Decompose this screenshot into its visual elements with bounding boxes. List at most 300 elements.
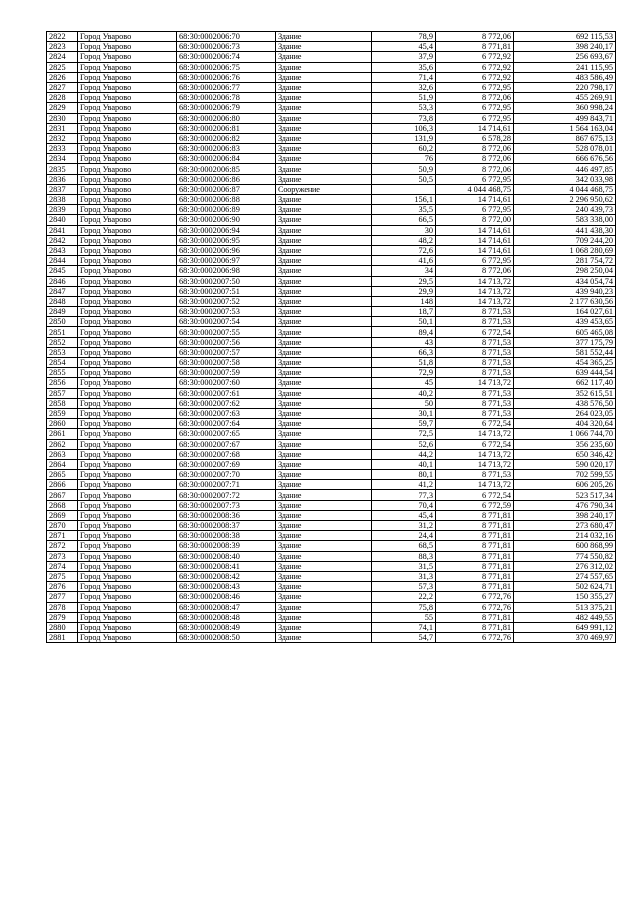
row-number-cell: 2869 <box>47 510 78 520</box>
table-row <box>47 62 616 72</box>
municipality-cell: Город Уварово <box>78 113 177 123</box>
row-number-cell: 2851 <box>47 327 78 337</box>
area-cell: 44,2 <box>372 449 436 459</box>
cadastral-number-cell: 68:30:0002007:65 <box>177 429 276 439</box>
specific-value-cell: 6 772,54 <box>436 327 514 337</box>
cadastral-value-cell: 774 550,82 <box>514 551 616 561</box>
table-row <box>47 561 616 571</box>
cadastral-value-cell: 606 205,26 <box>514 480 616 490</box>
municipality-cell: Город Уварово <box>78 164 177 174</box>
object-type-cell: Здание <box>276 500 372 510</box>
table-body <box>47 32 616 643</box>
area-cell: 54,7 <box>372 633 436 643</box>
table-row <box>47 52 616 62</box>
row-number-cell: 2859 <box>47 408 78 418</box>
row-number-cell: 2857 <box>47 388 78 398</box>
municipality-cell: Город Уварово <box>78 439 177 449</box>
cadastral-number-cell: 68:30:0002006:81 <box>177 123 276 133</box>
cadastral-value-cell: 298 250,04 <box>514 266 616 276</box>
municipality-cell: Город Уварово <box>78 245 177 255</box>
cadastral-number-cell: 68:30:0002006:70 <box>177 32 276 42</box>
cadastral-number-cell: 68:30:0002007:61 <box>177 388 276 398</box>
area-cell: 32,6 <box>372 82 436 92</box>
specific-value-cell: 6 772,54 <box>436 419 514 429</box>
municipality-cell: Город Уварово <box>78 327 177 337</box>
specific-value-cell: 8 771,81 <box>436 612 514 622</box>
municipality-cell: Город Уварово <box>78 480 177 490</box>
row-number-cell: 2849 <box>47 307 78 317</box>
object-type-cell: Здание <box>276 225 372 235</box>
table-row <box>47 378 616 388</box>
row-number-cell: 2827 <box>47 82 78 92</box>
row-number-cell: 2833 <box>47 144 78 154</box>
specific-value-cell: 14 714,61 <box>436 123 514 133</box>
row-number-cell: 2870 <box>47 521 78 531</box>
object-type-cell: Здание <box>276 32 372 42</box>
row-number-cell: 2828 <box>47 93 78 103</box>
specific-value-cell: 14 713,72 <box>436 429 514 439</box>
specific-value-cell: 6 772,92 <box>436 72 514 82</box>
object-type-cell: Здание <box>276 602 372 612</box>
cadastral-number-cell: 68:30:0002007:69 <box>177 459 276 469</box>
specific-value-cell: 8 771,53 <box>436 470 514 480</box>
area-cell: 31,2 <box>372 521 436 531</box>
cadastral-value-cell: 502 624,71 <box>514 582 616 592</box>
object-type-cell: Здание <box>276 521 372 531</box>
object-type-cell: Здание <box>276 205 372 215</box>
object-type-cell: Здание <box>276 154 372 164</box>
row-number-cell: 2874 <box>47 561 78 571</box>
municipality-cell: Город Уварово <box>78 419 177 429</box>
row-number-cell: 2875 <box>47 571 78 581</box>
table-row <box>47 602 616 612</box>
cadastral-value-cell: 352 615,51 <box>514 388 616 398</box>
cadastral-number-cell: 68:30:0002007:72 <box>177 490 276 500</box>
municipality-cell: Город Уварово <box>78 521 177 531</box>
municipality-cell: Город Уварово <box>78 235 177 245</box>
area-cell: 77,3 <box>372 490 436 500</box>
row-number-cell: 2866 <box>47 480 78 490</box>
object-type-cell: Здание <box>276 215 372 225</box>
cadastral-value-cell: 150 355,27 <box>514 592 616 602</box>
area-cell: 74,1 <box>372 622 436 632</box>
cadastral-number-cell: 68:30:0002007:57 <box>177 347 276 357</box>
row-number-cell: 2855 <box>47 368 78 378</box>
specific-value-cell: 8 771,81 <box>436 551 514 561</box>
table-row <box>47 571 616 581</box>
specific-value-cell: 6 772,95 <box>436 82 514 92</box>
cadastral-number-cell: 68:30:0002006:83 <box>177 144 276 154</box>
municipality-cell: Город Уварово <box>78 622 177 632</box>
table-row <box>47 510 616 520</box>
specific-value-cell: 14 713,72 <box>436 449 514 459</box>
object-type-cell: Здание <box>276 510 372 520</box>
cadastral-number-cell: 68:30:0002007:59 <box>177 368 276 378</box>
area-cell: 40,2 <box>372 388 436 398</box>
cadastral-value-cell: 692 115,53 <box>514 32 616 42</box>
object-type-cell: Здание <box>276 592 372 602</box>
cadastral-number-cell: 68:30:0002008:47 <box>177 602 276 612</box>
row-number-cell: 2822 <box>47 32 78 42</box>
cadastral-number-cell: 68:30:0002006:77 <box>177 82 276 92</box>
cadastral-number-cell: 68:30:0002006:76 <box>177 72 276 82</box>
specific-value-cell: 6 772,76 <box>436 592 514 602</box>
area-cell: 30,1 <box>372 408 436 418</box>
municipality-cell: Город Уварово <box>78 52 177 62</box>
row-number-cell: 2880 <box>47 622 78 632</box>
municipality-cell: Город Уварово <box>78 582 177 592</box>
municipality-cell: Город Уварово <box>78 408 177 418</box>
object-type-cell: Здание <box>276 561 372 571</box>
specific-value-cell: 8 771,81 <box>436 622 514 632</box>
row-number-cell: 2844 <box>47 256 78 266</box>
cadastral-value-cell: 434 054,74 <box>514 276 616 286</box>
table-row <box>47 174 616 184</box>
table-row <box>47 337 616 347</box>
specific-value-cell: 14 714,61 <box>436 225 514 235</box>
cadastral-number-cell: 68:30:0002007:68 <box>177 449 276 459</box>
table-row <box>47 429 616 439</box>
municipality-cell: Город Уварово <box>78 276 177 286</box>
cadastral-value-cell: 1 066 744,70 <box>514 429 616 439</box>
object-type-cell: Сооружение <box>276 184 372 194</box>
specific-value-cell: 8 771,53 <box>436 337 514 347</box>
cadastral-value-cell: 455 269,91 <box>514 93 616 103</box>
area-cell: 22,2 <box>372 592 436 602</box>
municipality-cell: Город Уварово <box>78 256 177 266</box>
area-cell: 45 <box>372 378 436 388</box>
table-row <box>47 551 616 561</box>
specific-value-cell: 14 714,61 <box>436 195 514 205</box>
table-row <box>47 32 616 42</box>
cadastral-value-cell: 476 790,34 <box>514 500 616 510</box>
cadastral-number-cell: 68:30:0002007:53 <box>177 307 276 317</box>
cadastral-number-cell: 68:30:0002008:43 <box>177 582 276 592</box>
cadastral-number-cell: 68:30:0002007:51 <box>177 286 276 296</box>
municipality-cell: Город Уварово <box>78 42 177 52</box>
cadastral-value-cell: 639 444,54 <box>514 368 616 378</box>
cadastral-value-cell: 276 312,02 <box>514 561 616 571</box>
municipality-cell: Город Уварово <box>78 612 177 622</box>
municipality-cell: Город Уварово <box>78 317 177 327</box>
municipality-cell: Город Уварово <box>78 266 177 276</box>
cadastral-number-cell: 68:30:0002006:78 <box>177 93 276 103</box>
cadastral-value-cell: 214 032,16 <box>514 531 616 541</box>
row-number-cell: 2829 <box>47 103 78 113</box>
object-type-cell: Здание <box>276 174 372 184</box>
area-cell: 41,2 <box>372 480 436 490</box>
cadastral-value-cell: 666 676,56 <box>514 154 616 164</box>
row-number-cell: 2832 <box>47 133 78 143</box>
area-cell: 72,9 <box>372 368 436 378</box>
cadastral-value-cell: 220 798,17 <box>514 82 616 92</box>
object-type-cell: Здание <box>276 358 372 368</box>
row-number-cell: 2852 <box>47 337 78 347</box>
table-row <box>47 368 616 378</box>
area-cell: 45,4 <box>372 42 436 52</box>
cadastral-number-cell: 68:30:0002007:73 <box>177 500 276 510</box>
row-number-cell: 2825 <box>47 62 78 72</box>
specific-value-cell: 6 772,95 <box>436 256 514 266</box>
row-number-cell: 2862 <box>47 439 78 449</box>
area-cell: 51,9 <box>372 93 436 103</box>
area-cell: 43 <box>372 337 436 347</box>
area-cell: 51,8 <box>372 358 436 368</box>
row-number-cell: 2848 <box>47 296 78 306</box>
area-cell: 66,5 <box>372 215 436 225</box>
row-number-cell: 2879 <box>47 612 78 622</box>
table-row <box>47 622 616 632</box>
municipality-cell: Город Уварово <box>78 470 177 480</box>
area-cell: 31,5 <box>372 561 436 571</box>
cadastral-number-cell: 68:30:0002006:98 <box>177 266 276 276</box>
area-cell: 50,9 <box>372 164 436 174</box>
area-cell: 52,6 <box>372 439 436 449</box>
cadastral-value-cell: 342 033,98 <box>514 174 616 184</box>
row-number-cell: 2845 <box>47 266 78 276</box>
municipality-cell: Город Уварово <box>78 93 177 103</box>
area-cell: 75,8 <box>372 602 436 612</box>
municipality-cell: Город Уварово <box>78 378 177 388</box>
table-row <box>47 327 616 337</box>
object-type-cell: Здание <box>276 378 372 388</box>
area-cell: 41,6 <box>372 256 436 266</box>
cadastral-number-cell: 68:30:0002007:60 <box>177 378 276 388</box>
table-row <box>47 256 616 266</box>
table-row <box>47 276 616 286</box>
area-cell: 45,4 <box>372 510 436 520</box>
table-row <box>47 72 616 82</box>
row-number-cell: 2864 <box>47 459 78 469</box>
cadastral-value-cell: 439 453,65 <box>514 317 616 327</box>
cadastral-number-cell: 68:30:0002006:89 <box>177 205 276 215</box>
object-type-cell: Здание <box>276 133 372 143</box>
cadastral-value-cell: 499 843,71 <box>514 113 616 123</box>
municipality-cell: Город Уварово <box>78 72 177 82</box>
cadastral-number-cell: 68:30:0002006:82 <box>177 133 276 143</box>
cadastral-value-cell: 281 754,72 <box>514 256 616 266</box>
row-number-cell: 2841 <box>47 225 78 235</box>
cadastral-number-cell: 68:30:0002006:74 <box>177 52 276 62</box>
object-type-cell: Здание <box>276 439 372 449</box>
table-row <box>47 521 616 531</box>
row-number-cell: 2858 <box>47 398 78 408</box>
specific-value-cell: 8 772,06 <box>436 144 514 154</box>
specific-value-cell: 6 772,95 <box>436 174 514 184</box>
row-number-cell: 2838 <box>47 195 78 205</box>
cadastral-number-cell: 68:30:0002008:48 <box>177 612 276 622</box>
cadastral-number-cell: 68:30:0002007:52 <box>177 296 276 306</box>
object-type-cell: Здание <box>276 317 372 327</box>
cadastral-number-cell: 68:30:0002007:58 <box>177 358 276 368</box>
cadastral-value-cell: 1 068 280,69 <box>514 245 616 255</box>
cadastral-number-cell: 68:30:0002006:75 <box>177 62 276 72</box>
area-cell: 76 <box>372 154 436 164</box>
cadastral-number-cell: 68:30:0002006:80 <box>177 113 276 123</box>
object-type-cell: Здание <box>276 633 372 643</box>
cadastral-number-cell: 68:30:0002006:87 <box>177 184 276 194</box>
specific-value-cell: 6 772,59 <box>436 500 514 510</box>
row-number-cell: 2872 <box>47 541 78 551</box>
cadastral-value-cell: 523 517,34 <box>514 490 616 500</box>
cadastral-value-cell: 528 078,01 <box>514 144 616 154</box>
cadastral-value-cell: 513 375,21 <box>514 602 616 612</box>
specific-value-cell: 6 772,92 <box>436 62 514 72</box>
specific-value-cell: 14 713,72 <box>436 296 514 306</box>
object-type-cell: Здание <box>276 398 372 408</box>
row-number-cell: 2830 <box>47 113 78 123</box>
municipality-cell: Город Уварово <box>78 449 177 459</box>
table-row <box>47 633 616 643</box>
specific-value-cell: 14 713,72 <box>436 480 514 490</box>
specific-value-cell: 8 771,53 <box>436 347 514 357</box>
row-number-cell: 2868 <box>47 500 78 510</box>
row-number-cell: 2876 <box>47 582 78 592</box>
object-type-cell: Здание <box>276 144 372 154</box>
cadastral-number-cell: 68:30:0002007:67 <box>177 439 276 449</box>
table-row <box>47 164 616 174</box>
cadastral-value-cell: 240 439,73 <box>514 205 616 215</box>
specific-value-cell: 8 771,81 <box>436 541 514 551</box>
cadastral-number-cell: 68:30:0002007:62 <box>177 398 276 408</box>
object-type-cell: Здание <box>276 195 372 205</box>
row-number-cell: 2853 <box>47 347 78 357</box>
municipality-cell: Город Уварово <box>78 561 177 571</box>
cadastral-number-cell: 68:30:0002006:90 <box>177 215 276 225</box>
area-cell: 53,3 <box>372 103 436 113</box>
table-row <box>47 184 616 194</box>
area-cell: 156,1 <box>372 195 436 205</box>
row-number-cell: 2847 <box>47 286 78 296</box>
municipality-cell: Город Уварово <box>78 103 177 113</box>
table-row <box>47 459 616 469</box>
area-cell: 50,5 <box>372 174 436 184</box>
specific-value-cell: 14 713,72 <box>436 459 514 469</box>
row-number-cell: 2846 <box>47 276 78 286</box>
row-number-cell: 2878 <box>47 602 78 612</box>
municipality-cell: Город Уварово <box>78 347 177 357</box>
area-cell: 68,5 <box>372 541 436 551</box>
cadastral-value-cell: 164 027,61 <box>514 307 616 317</box>
cadastral-value-cell: 398 240,17 <box>514 42 616 52</box>
table-row <box>47 480 616 490</box>
specific-value-cell: 6 578,28 <box>436 133 514 143</box>
cadastral-value-cell: 241 115,95 <box>514 62 616 72</box>
cadastral-number-cell: 68:30:0002006:97 <box>177 256 276 266</box>
table-row <box>47 388 616 398</box>
cadastral-value-cell: 4 044 468,75 <box>514 184 616 194</box>
cadastral-value-cell: 404 320,64 <box>514 419 616 429</box>
object-type-cell: Здание <box>276 235 372 245</box>
row-number-cell: 2826 <box>47 72 78 82</box>
row-number-cell: 2837 <box>47 184 78 194</box>
area-cell: 80,1 <box>372 470 436 480</box>
specific-value-cell: 8 772,06 <box>436 93 514 103</box>
cadastral-value-cell: 702 599,55 <box>514 470 616 480</box>
object-type-cell: Здание <box>276 408 372 418</box>
cadastral-number-cell: 68:30:0002008:41 <box>177 561 276 571</box>
cadastral-value-cell: 483 586,49 <box>514 72 616 82</box>
area-cell: 30 <box>372 225 436 235</box>
cadastral-value-cell: 482 449,55 <box>514 612 616 622</box>
area-cell: 29,5 <box>372 276 436 286</box>
cadastral-number-cell: 68:30:0002006:88 <box>177 195 276 205</box>
cadastral-value-cell: 356 235,60 <box>514 439 616 449</box>
object-type-cell: Здание <box>276 256 372 266</box>
table-row <box>47 470 616 480</box>
specific-value-cell: 8 771,81 <box>436 510 514 520</box>
object-type-cell: Здание <box>276 551 372 561</box>
row-number-cell: 2850 <box>47 317 78 327</box>
specific-value-cell: 6 772,92 <box>436 52 514 62</box>
cadastral-value-cell: 600 868,99 <box>514 541 616 551</box>
area-cell: 35,5 <box>372 205 436 215</box>
cadastral-value-cell: 441 438,30 <box>514 225 616 235</box>
area-cell: 60,2 <box>372 144 436 154</box>
area-cell: 59,7 <box>372 419 436 429</box>
area-cell: 24,4 <box>372 531 436 541</box>
object-type-cell: Здание <box>276 276 372 286</box>
cadastral-number-cell: 68:30:0002006:94 <box>177 225 276 235</box>
specific-value-cell: 4 044 468,75 <box>436 184 514 194</box>
municipality-cell: Город Уварово <box>78 551 177 561</box>
specific-value-cell: 8 771,53 <box>436 388 514 398</box>
row-number-cell: 2867 <box>47 490 78 500</box>
table-row <box>47 235 616 245</box>
municipality-cell: Город Уварово <box>78 510 177 520</box>
object-type-cell: Здание <box>276 327 372 337</box>
row-number-cell: 2839 <box>47 205 78 215</box>
row-number-cell: 2871 <box>47 531 78 541</box>
cadastral-value-cell: 867 675,13 <box>514 133 616 143</box>
table-row <box>47 592 616 602</box>
table-row <box>47 154 616 164</box>
cadastral-value-cell: 2 177 630,56 <box>514 296 616 306</box>
specific-value-cell: 8 772,06 <box>436 154 514 164</box>
cadastral-value-cell: 650 346,42 <box>514 449 616 459</box>
object-type-cell: Здание <box>276 113 372 123</box>
table-row <box>47 317 616 327</box>
specific-value-cell: 8 771,53 <box>436 317 514 327</box>
table-row <box>47 449 616 459</box>
municipality-cell: Город Уварово <box>78 358 177 368</box>
specific-value-cell: 6 772,95 <box>436 103 514 113</box>
area-cell: 50 <box>372 398 436 408</box>
cadastral-number-cell: 68:30:0002007:54 <box>177 317 276 327</box>
object-type-cell: Здание <box>276 337 372 347</box>
cadastral-number-cell: 68:30:0002008:46 <box>177 592 276 602</box>
municipality-cell: Город Уварово <box>78 459 177 469</box>
cadastral-value-cell: 1 564 163,04 <box>514 123 616 133</box>
cadastral-number-cell: 68:30:0002008:37 <box>177 521 276 531</box>
object-type-cell: Здание <box>276 62 372 72</box>
object-type-cell: Здание <box>276 347 372 357</box>
cadastral-number-cell: 68:30:0002007:71 <box>177 480 276 490</box>
cadastral-number-cell: 68:30:0002008:49 <box>177 622 276 632</box>
cadastral-value-cell: 264 023,05 <box>514 408 616 418</box>
table-row <box>47 358 616 368</box>
table-row <box>47 205 616 215</box>
table-row <box>47 398 616 408</box>
table-row <box>47 133 616 143</box>
table-row <box>47 93 616 103</box>
table-row <box>47 113 616 123</box>
specific-value-cell: 8 771,81 <box>436 582 514 592</box>
cadastral-value-cell: 590 020,17 <box>514 459 616 469</box>
row-number-cell: 2823 <box>47 42 78 52</box>
row-number-cell: 2831 <box>47 123 78 133</box>
specific-value-cell: 8 771,53 <box>436 358 514 368</box>
